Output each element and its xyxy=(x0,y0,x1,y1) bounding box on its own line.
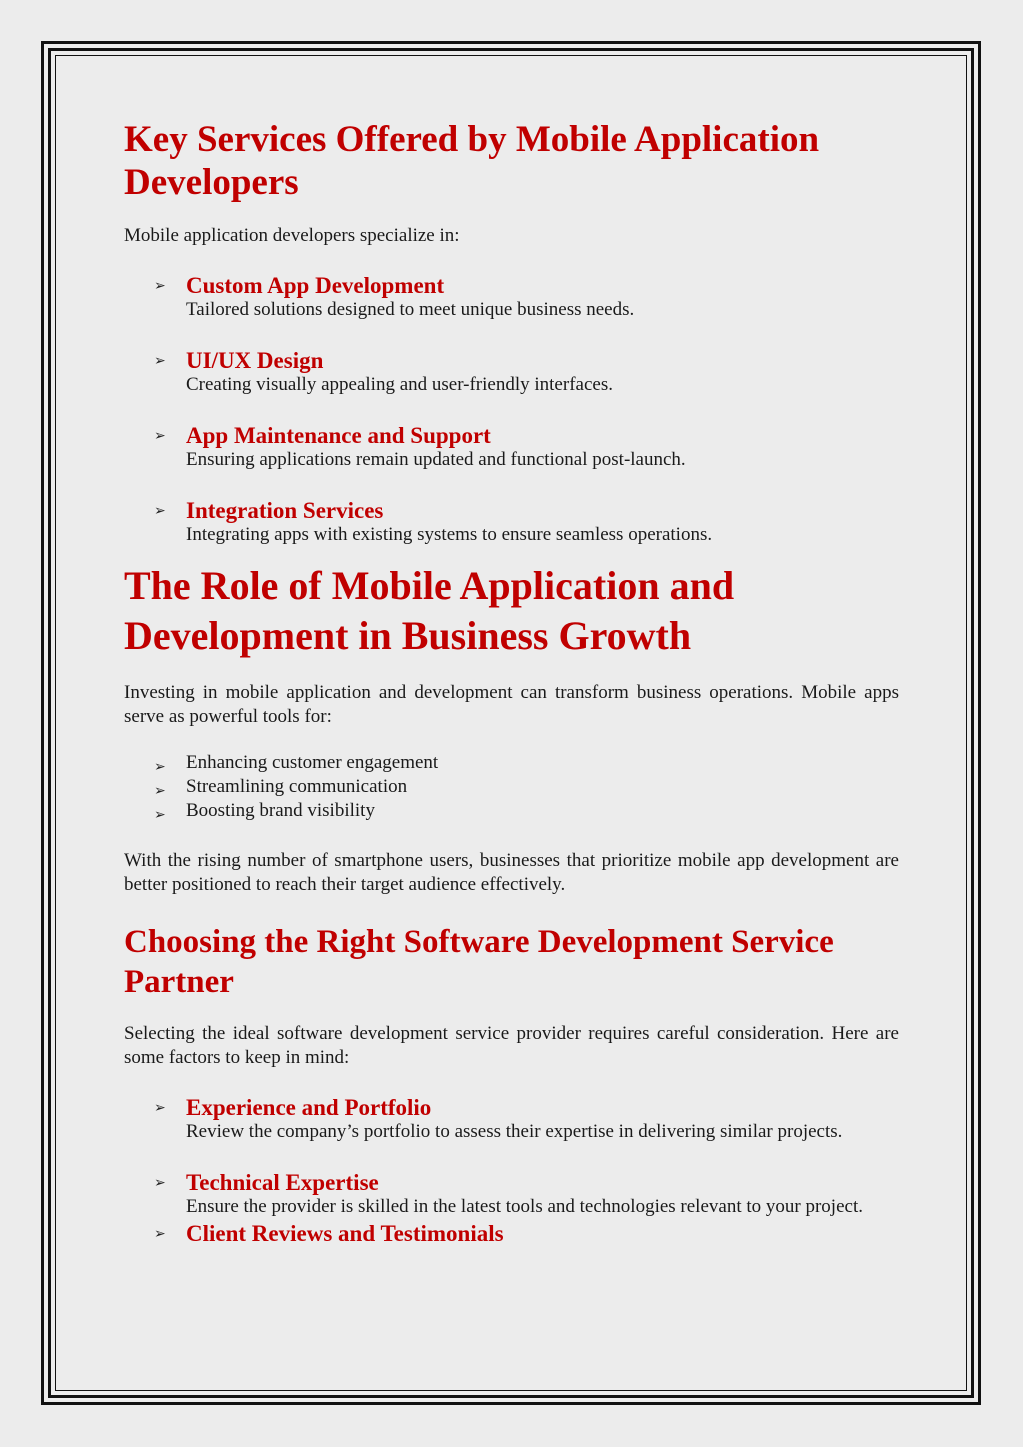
arrow-bullet-icon: ➢ xyxy=(154,353,166,369)
factor-list xyxy=(124,1095,899,1246)
section-heading-key-services: Key Services Offered by Mobile Application Developers xyxy=(124,119,820,203)
list-item xyxy=(124,1221,899,1246)
list-item xyxy=(124,348,899,397)
section-heading-choosing-partner: Choosing the Right Software Development Service Partner xyxy=(124,924,834,1000)
item-title: UI/UX Design xyxy=(186,348,324,373)
list-item xyxy=(124,273,899,322)
benefit-list xyxy=(124,751,899,823)
bullet-text: Enhancing customer engagement xyxy=(186,752,439,773)
arrow-bullet-icon: ➢ xyxy=(154,1175,166,1191)
list-item xyxy=(124,775,899,799)
list-item xyxy=(124,1170,899,1219)
arrow-bullet-icon: ➢ xyxy=(154,503,166,519)
item-description: Tailored solutions designed to meet unique business needs. xyxy=(186,299,635,320)
bullet-text: Streamlining communication xyxy=(186,776,408,797)
list-item xyxy=(124,1095,899,1144)
arrow-bullet-icon: ➢ xyxy=(154,1100,166,1116)
arrow-bullet-icon: ➢ xyxy=(154,807,166,823)
item-title: Client Reviews and Testimonials xyxy=(186,1221,504,1246)
list-item xyxy=(124,751,899,775)
arrow-bullet-icon: ➢ xyxy=(154,278,166,294)
bullet-text: Boosting brand visibility xyxy=(186,800,375,821)
section-intro-business-growth: Investing in mobile application and development can transform business operations. Mobile apps serve as powerful tools for: xyxy=(124,682,899,727)
arrow-bullet-icon: ➢ xyxy=(154,428,166,444)
list-item xyxy=(124,423,899,472)
item-title: Integration Services xyxy=(186,498,384,523)
section-closing-business-growth: With the rising number of smartphone users, businesses that prioritize mobile app development are better positioned to reach their target audience effectively. xyxy=(124,850,899,895)
section-intro-key-services: Mobile application developers specialize in: xyxy=(124,225,460,246)
list-item xyxy=(124,799,899,823)
item-description: Review the company’s portfolio to assess their expertise in delivering similar projects. xyxy=(186,1121,843,1142)
item-title: Custom App Development xyxy=(186,273,445,298)
section-heading-business-growth: The Role of Mobile Application and Development in Business Growth xyxy=(124,563,735,658)
arrow-bullet-icon: ➢ xyxy=(154,783,166,799)
item-description: Integrating apps with existing systems to ensure seamless operations. xyxy=(186,524,713,545)
section-intro-choosing-partner: Selecting the ideal software development service provider requires careful consideration. Here are some factors to keep in mind: xyxy=(124,1023,899,1068)
item-title: Experience and Portfolio xyxy=(186,1095,432,1120)
item-title: Technical Expertise xyxy=(186,1170,379,1195)
item-description: Ensuring applications remain updated and functional post-launch. xyxy=(186,449,686,470)
item-title: App Maintenance and Support xyxy=(186,423,491,448)
list-item xyxy=(124,498,899,547)
arrow-bullet-icon: ➢ xyxy=(154,759,166,775)
arrow-bullet-icon: ➢ xyxy=(154,1226,166,1242)
item-description: Ensure the provider is skilled in the latest tools and technologies relevant to your project. xyxy=(186,1196,863,1217)
document-body xyxy=(124,118,899,1246)
service-list xyxy=(124,273,899,547)
item-description: Creating visually appealing and user-friendly interfaces. xyxy=(186,374,613,395)
